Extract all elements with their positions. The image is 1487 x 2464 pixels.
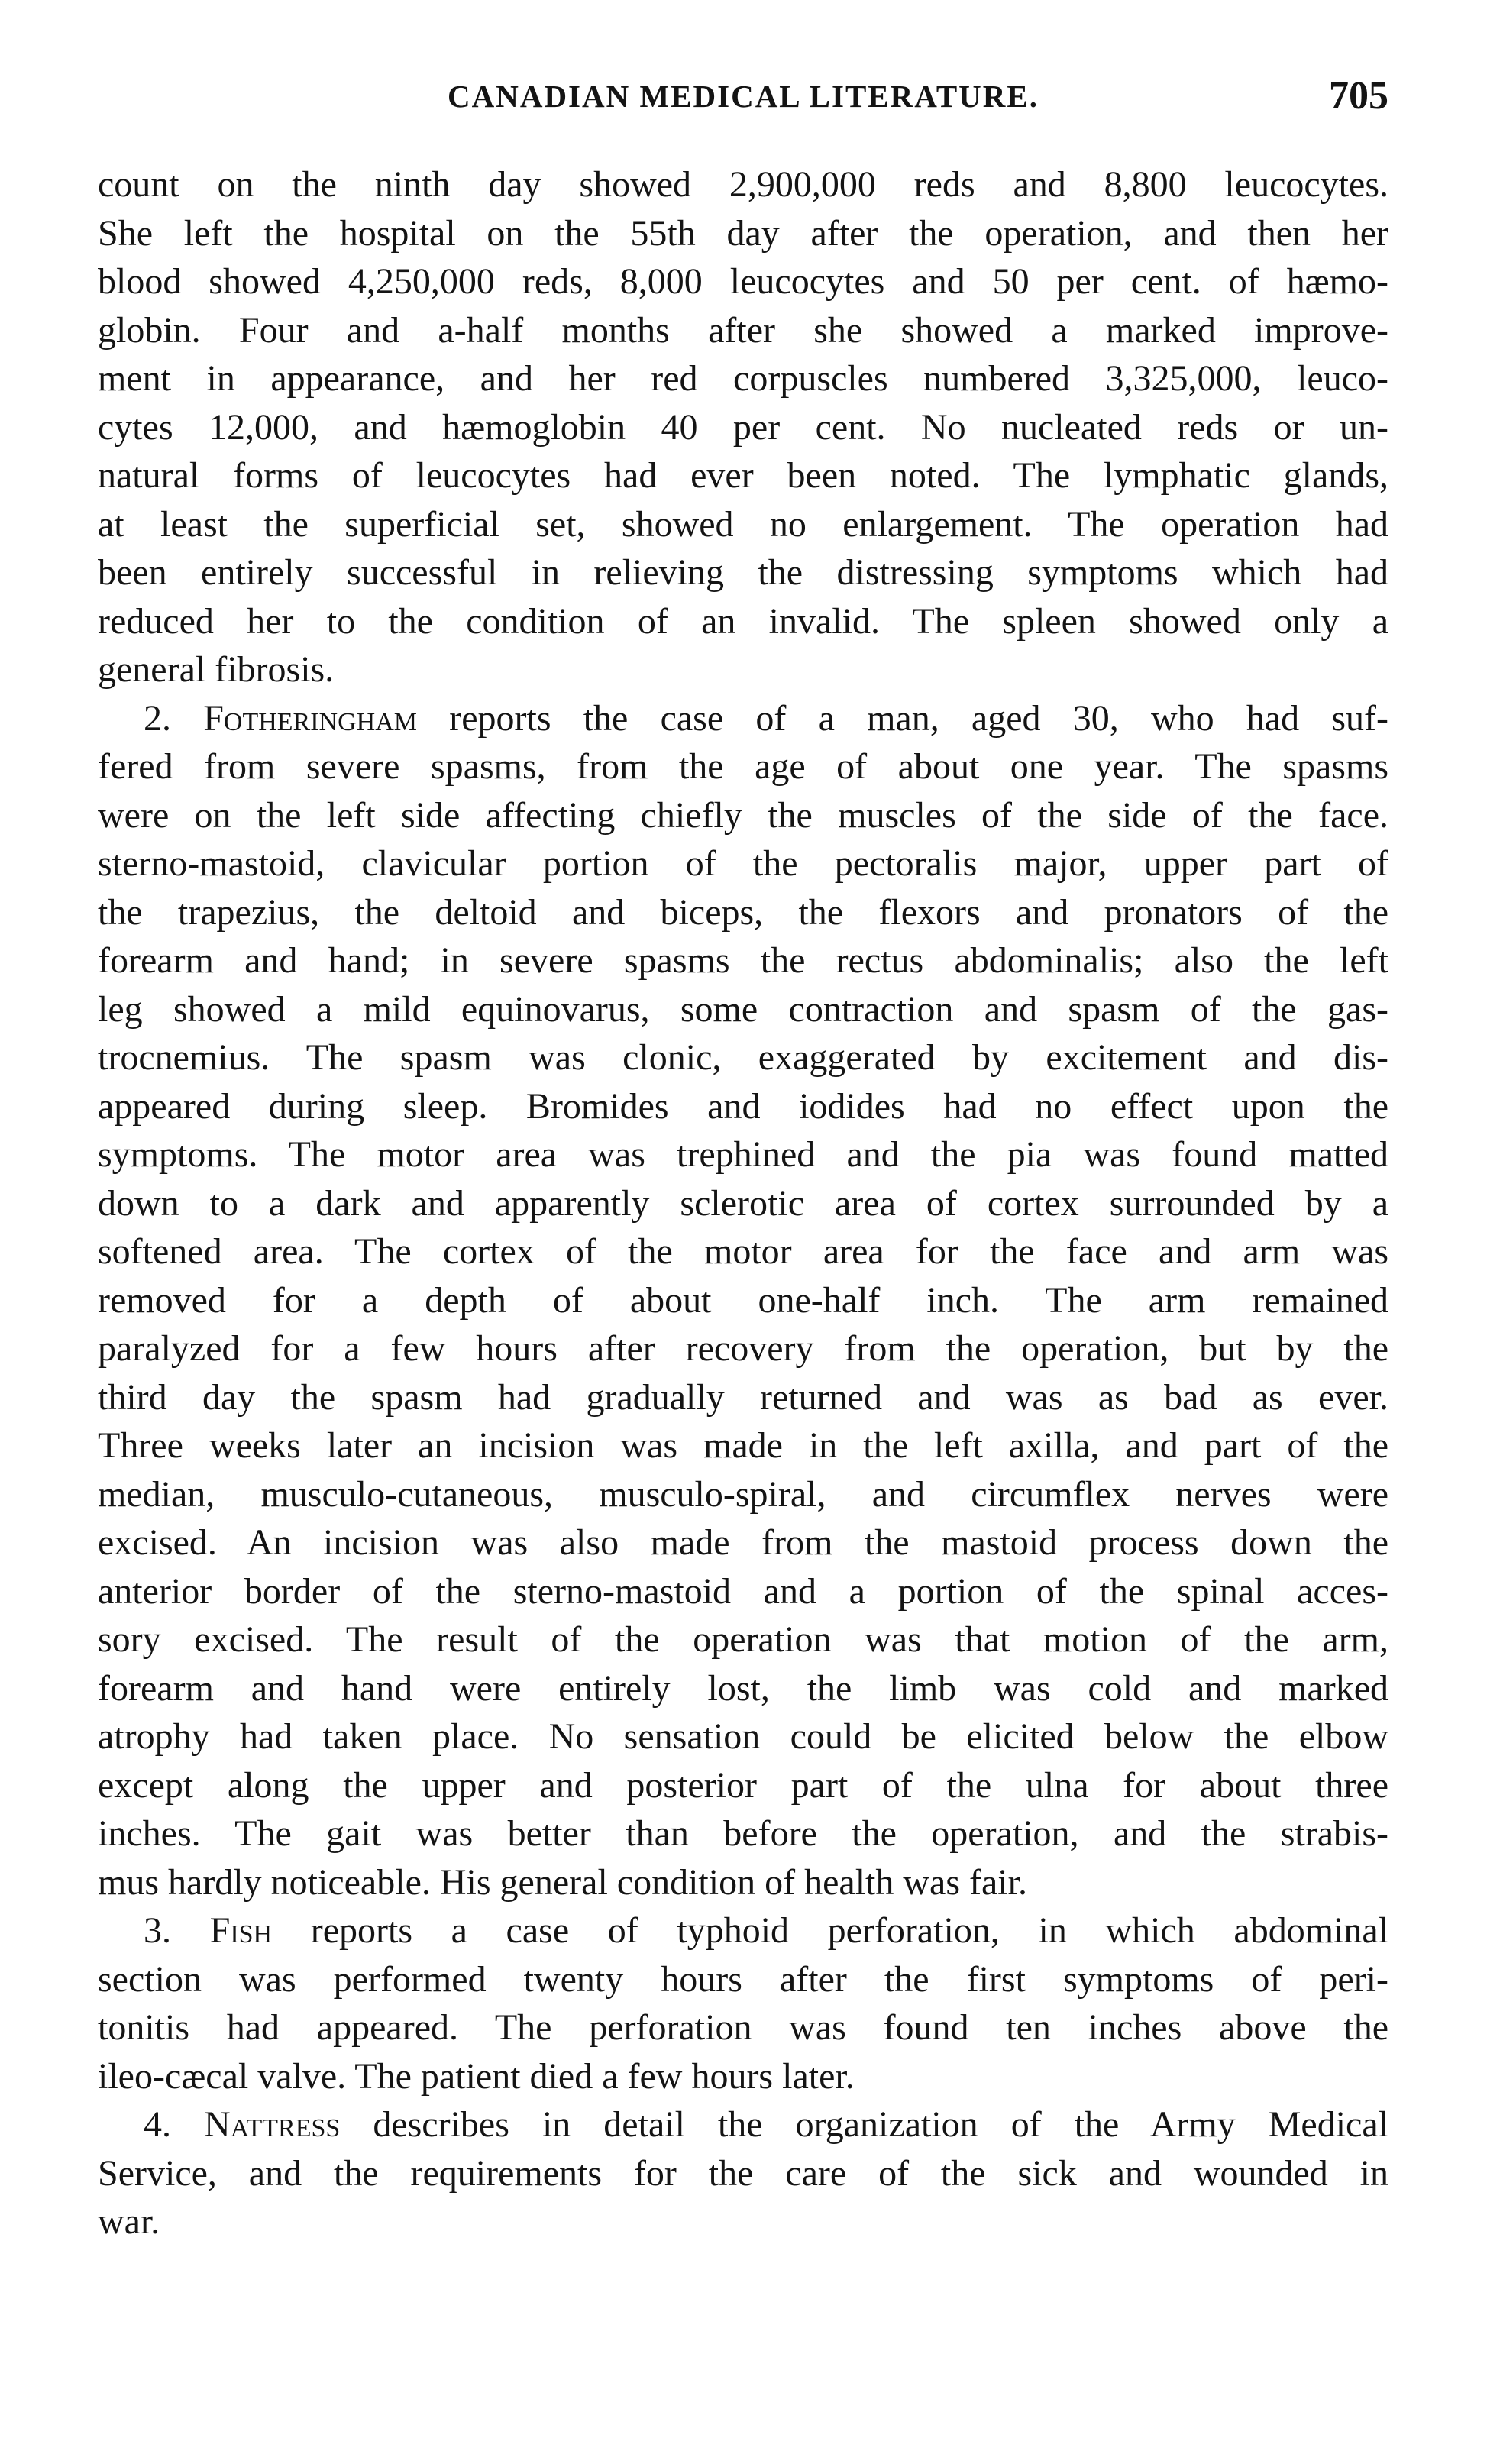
text-line: [98, 2100, 1388, 2149]
text-line: She left the hospital on the 55th day after the operation, and then her: [98, 212, 1388, 254]
running-title: CANADIAN MEDICAL LITERATURE.: [448, 79, 1039, 114]
text-line: general fibrosis.: [98, 649, 335, 690]
text-line: mus hardly noticeable. His general condition of health was fair.: [98, 1861, 1027, 1903]
text-line: excised. An incision was also made from the mastoid process down the: [98, 1522, 1388, 1563]
text-line: sory excised. The result of the operation was that motion of the arm,: [98, 1619, 1388, 1660]
text-line: Service, and the requirements for the care of the sick and wounded in: [98, 2152, 1388, 2194]
item-number: 4.: [144, 2104, 171, 2145]
text-line: blood showed 4,250,000 reds, 8,000 leucocytes and 50 per cent. of hæmo-: [98, 261, 1388, 302]
text-line: [98, 1906, 1388, 1955]
text-line: down to a dark and apparently sclerotic area of cortex surrounded by a: [98, 1182, 1388, 1224]
text-line: anterior border of the sterno-mastoid and a portion of the spinal acces-: [98, 1570, 1388, 1612]
item-number: 3.: [144, 1910, 171, 1951]
text-line: paralyzed for a few hours after recovery from the operation, but by the: [98, 1328, 1388, 1369]
line-text: reports the case of a man, aged 30, who had suf-: [417, 697, 1389, 739]
text-line: forearm and hand were entirely lost, the limb was cold and marked: [98, 1667, 1388, 1709]
text-line: removed for a depth of about one-half inch. The arm remained: [98, 1279, 1388, 1321]
line-text: describes in detail the organization of the Army Medical: [340, 2104, 1389, 2145]
text-line: ment in appearance, and her red corpuscles numbered 3,325,000, leuco-: [98, 358, 1388, 399]
text-line: tonitis had appeared. The perforation was found ten inches above the: [98, 2007, 1388, 2048]
text-line: forearm and hand; in severe spasms the rectus abdominalis; also the left: [98, 940, 1388, 981]
text-line: except along the upper and posterior part of the ulna for about three: [98, 1764, 1388, 1806]
item-number: 2.: [144, 697, 171, 739]
text-line: symptoms. The motor area was trephined and the pia was found matted: [98, 1134, 1388, 1175]
text-line: third day the spasm had gradually returned and was as bad as ever.: [98, 1376, 1388, 1418]
text-line: leg showed a mild equinovarus, some contraction and spasm of the gas-: [98, 988, 1388, 1030]
text-line: count on the ninth day showed 2,900,000 reds and 8,800 leucocytes.: [98, 164, 1388, 205]
text-line: ileo-cæcal valve. The patient died a few hours later.: [98, 2055, 855, 2097]
text-line: war.: [98, 2201, 160, 2242]
text-line: sterno-mastoid, clavicular portion of the pectoralis major, upper part of: [98, 843, 1388, 884]
paragraph-2: [98, 694, 1388, 1907]
text-line: natural forms of leucocytes had ever been noted. The lymphatic glands,: [98, 455, 1388, 496]
text-line: median, musculo-cutaneous, musculo-spiral, and circumflex nerves were: [98, 1473, 1388, 1515]
paragraph-3: [98, 1906, 1388, 2100]
line-text: reports a case of typhoid perforation, in which abdominal: [272, 1910, 1388, 1951]
running-head: [98, 73, 1388, 134]
author-name: Fotheringham: [203, 697, 418, 739]
text-line: section was performed twenty hours after the first symptoms of peri-: [98, 1958, 1388, 2000]
text-line: atrophy had taken place. No sensation could be elicited below the elbow: [98, 1716, 1388, 1757]
text-line: fered from severe spasms, from the age of about one year. The spasms: [98, 746, 1388, 787]
page-number: 705: [1329, 74, 1388, 118]
author-name: Fish: [209, 1910, 273, 1951]
author-name: Nattress: [204, 2104, 341, 2145]
body-text: [98, 160, 1388, 2246]
text-line: globin. Four and a-half months after she showed a marked improve-: [98, 309, 1388, 351]
text-line: cytes 12,000, and hæmoglobin 40 per cent. No nucleated reds or un-: [98, 406, 1388, 448]
text-line: softened area. The cortex of the motor area for the face and arm was: [98, 1231, 1388, 1272]
paragraph-4: [98, 2100, 1388, 2246]
text-line: at least the superficial set, showed no enlargement. The operation had: [98, 503, 1388, 545]
text-line: inches. The gait was better than before the operation, and the strabis-: [98, 1813, 1388, 1854]
text-line: appeared during sleep. Bromides and iodides had no effect upon the: [98, 1085, 1388, 1127]
text-line: Three weeks later an incision was made in the left axilla, and part of the: [98, 1425, 1388, 1466]
text-line: [98, 694, 1388, 743]
text-line: trocnemius. The spasm was clonic, exaggerated by excitement and dis-: [98, 1037, 1388, 1078]
text-line: reduced her to the condition of an invalid. The spleen showed only a: [98, 600, 1388, 642]
paragraph-1: [98, 160, 1388, 694]
text-line: were on the left side affecting chiefly the muscles of the side of the face.: [98, 794, 1388, 836]
text-line: the trapezius, the deltoid and biceps, the flexors and pronators of the: [98, 891, 1388, 933]
text-line: been entirely successful in relieving the distressing symptoms which had: [98, 552, 1388, 593]
